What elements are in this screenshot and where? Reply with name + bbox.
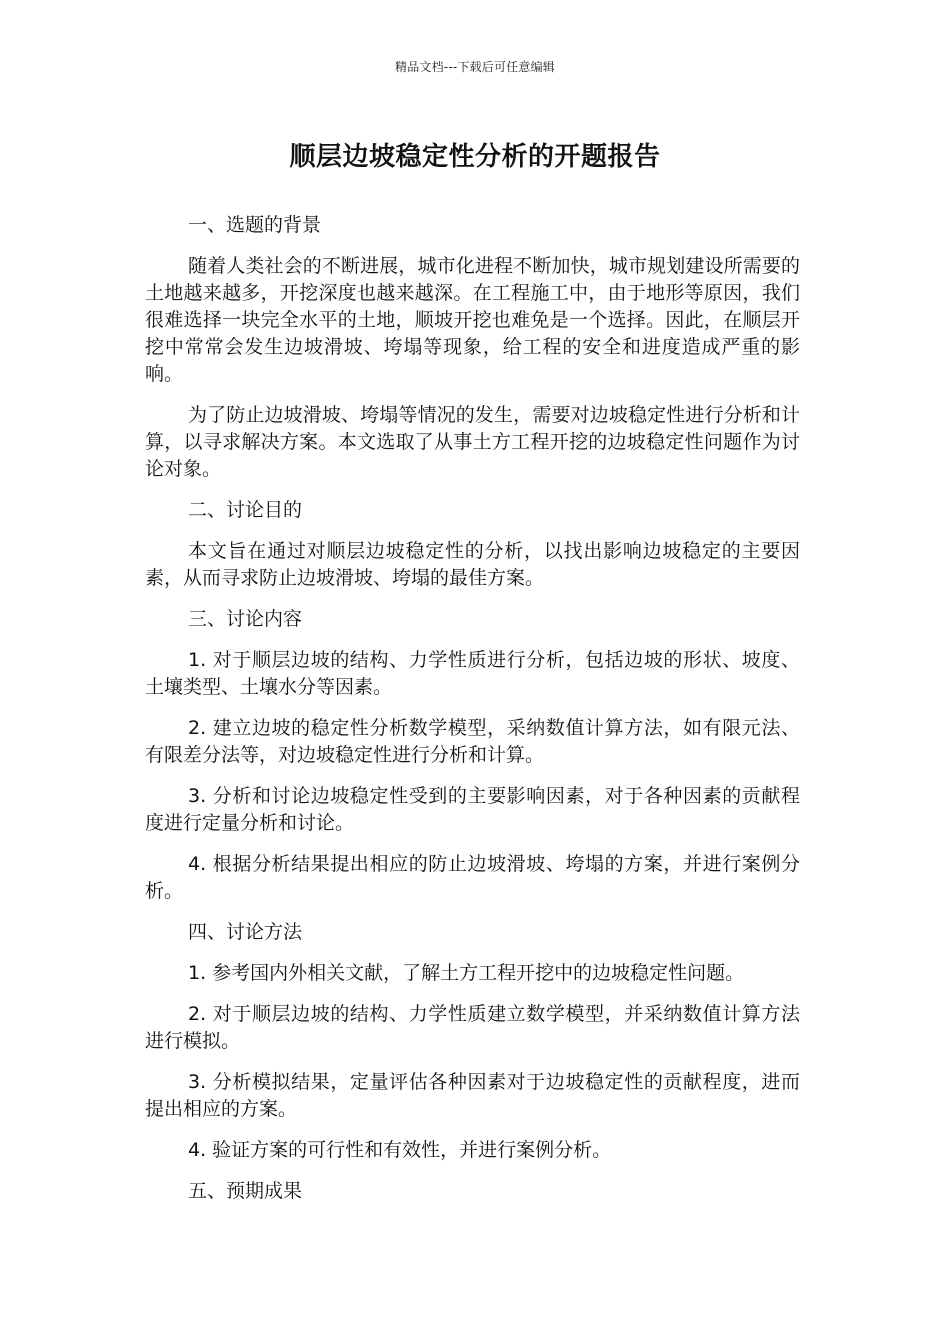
content-item-3: 3. 分析和讨论边坡稳定性受到的主要影响因素，对于各种因素的贡献程度进行定量分析和讨论。	[145, 785, 800, 834]
method-item-2: 2. 对于顺层边坡的结构、力学性质建立数学模型，并采纳数值计算方法进行模拟。	[145, 1003, 800, 1052]
content-item-1: 1. 对于顺层边坡的结构、力学性质进行分析，包括边坡的形状、坡度、土壤类型、土壤水分等因素。	[145, 649, 800, 698]
content-item-2: 2. 建立边坡的稳定性分析数学模型，采纳数值计算方法，如有限元法、有限差分法等，对边坡稳定性进行分析和计算。	[145, 717, 800, 766]
paragraph-purpose: 本文旨在通过对顺层边坡稳定性的分析，以找出影响边坡稳定的主要因素，从而寻求防止边坡滑坡、垮塌的最佳方案。	[145, 540, 800, 589]
method-item-1: 1. 参考国内外相关文献，了解土方工程开挖中的边坡稳定性问题。	[188, 962, 745, 984]
method-item-4: 4. 验证方案的可行性和有效性，并进行案例分析。	[188, 1139, 612, 1161]
section-heading-method: 四、讨论方法	[188, 921, 303, 943]
paragraph-background-1: 随着人类社会的不断进展，城市化进程不断加快，城市规划建设所需要的土地越来越多，开挖深度也越来越深。在工程施工中，由于地形等原因，我们很难选择一块完全水平的土地，顺坡开挖也难免是一个选择。因此，在顺层开挖中常常会发生边坡滑坡、垮塌等现象，给工程的安全和进度造成严重的影响。	[145, 255, 800, 385]
section-heading-outcome: 五、预期成果	[188, 1180, 303, 1202]
paragraph-background-2: 为了防止边坡滑坡、垮塌等情况的发生，需要对边坡稳定性进行分析和计算，以寻求解决方案。本文选取了从事土方工程开挖的边坡稳定性问题作为讨论对象。	[145, 404, 800, 480]
document-title: 顺层边坡稳定性分析的开题报告	[289, 142, 661, 172]
document-body	[145, 212, 800, 1219]
section-heading-purpose: 二、讨论目的	[188, 499, 303, 521]
method-item-3: 3. 分析模拟结果，定量评估各种因素对于边坡稳定性的贡献程度，进而提出相应的方案。	[145, 1071, 800, 1120]
page-header: 精品文档---下载后可任意编辑	[395, 60, 555, 74]
section-heading-content: 三、讨论内容	[188, 608, 303, 630]
content-item-4: 4. 根据分析结果提出相应的防止边坡滑坡、垮塌的方案，并进行案例分析。	[145, 853, 800, 902]
section-heading-background: 一、选题的背景	[188, 214, 322, 236]
